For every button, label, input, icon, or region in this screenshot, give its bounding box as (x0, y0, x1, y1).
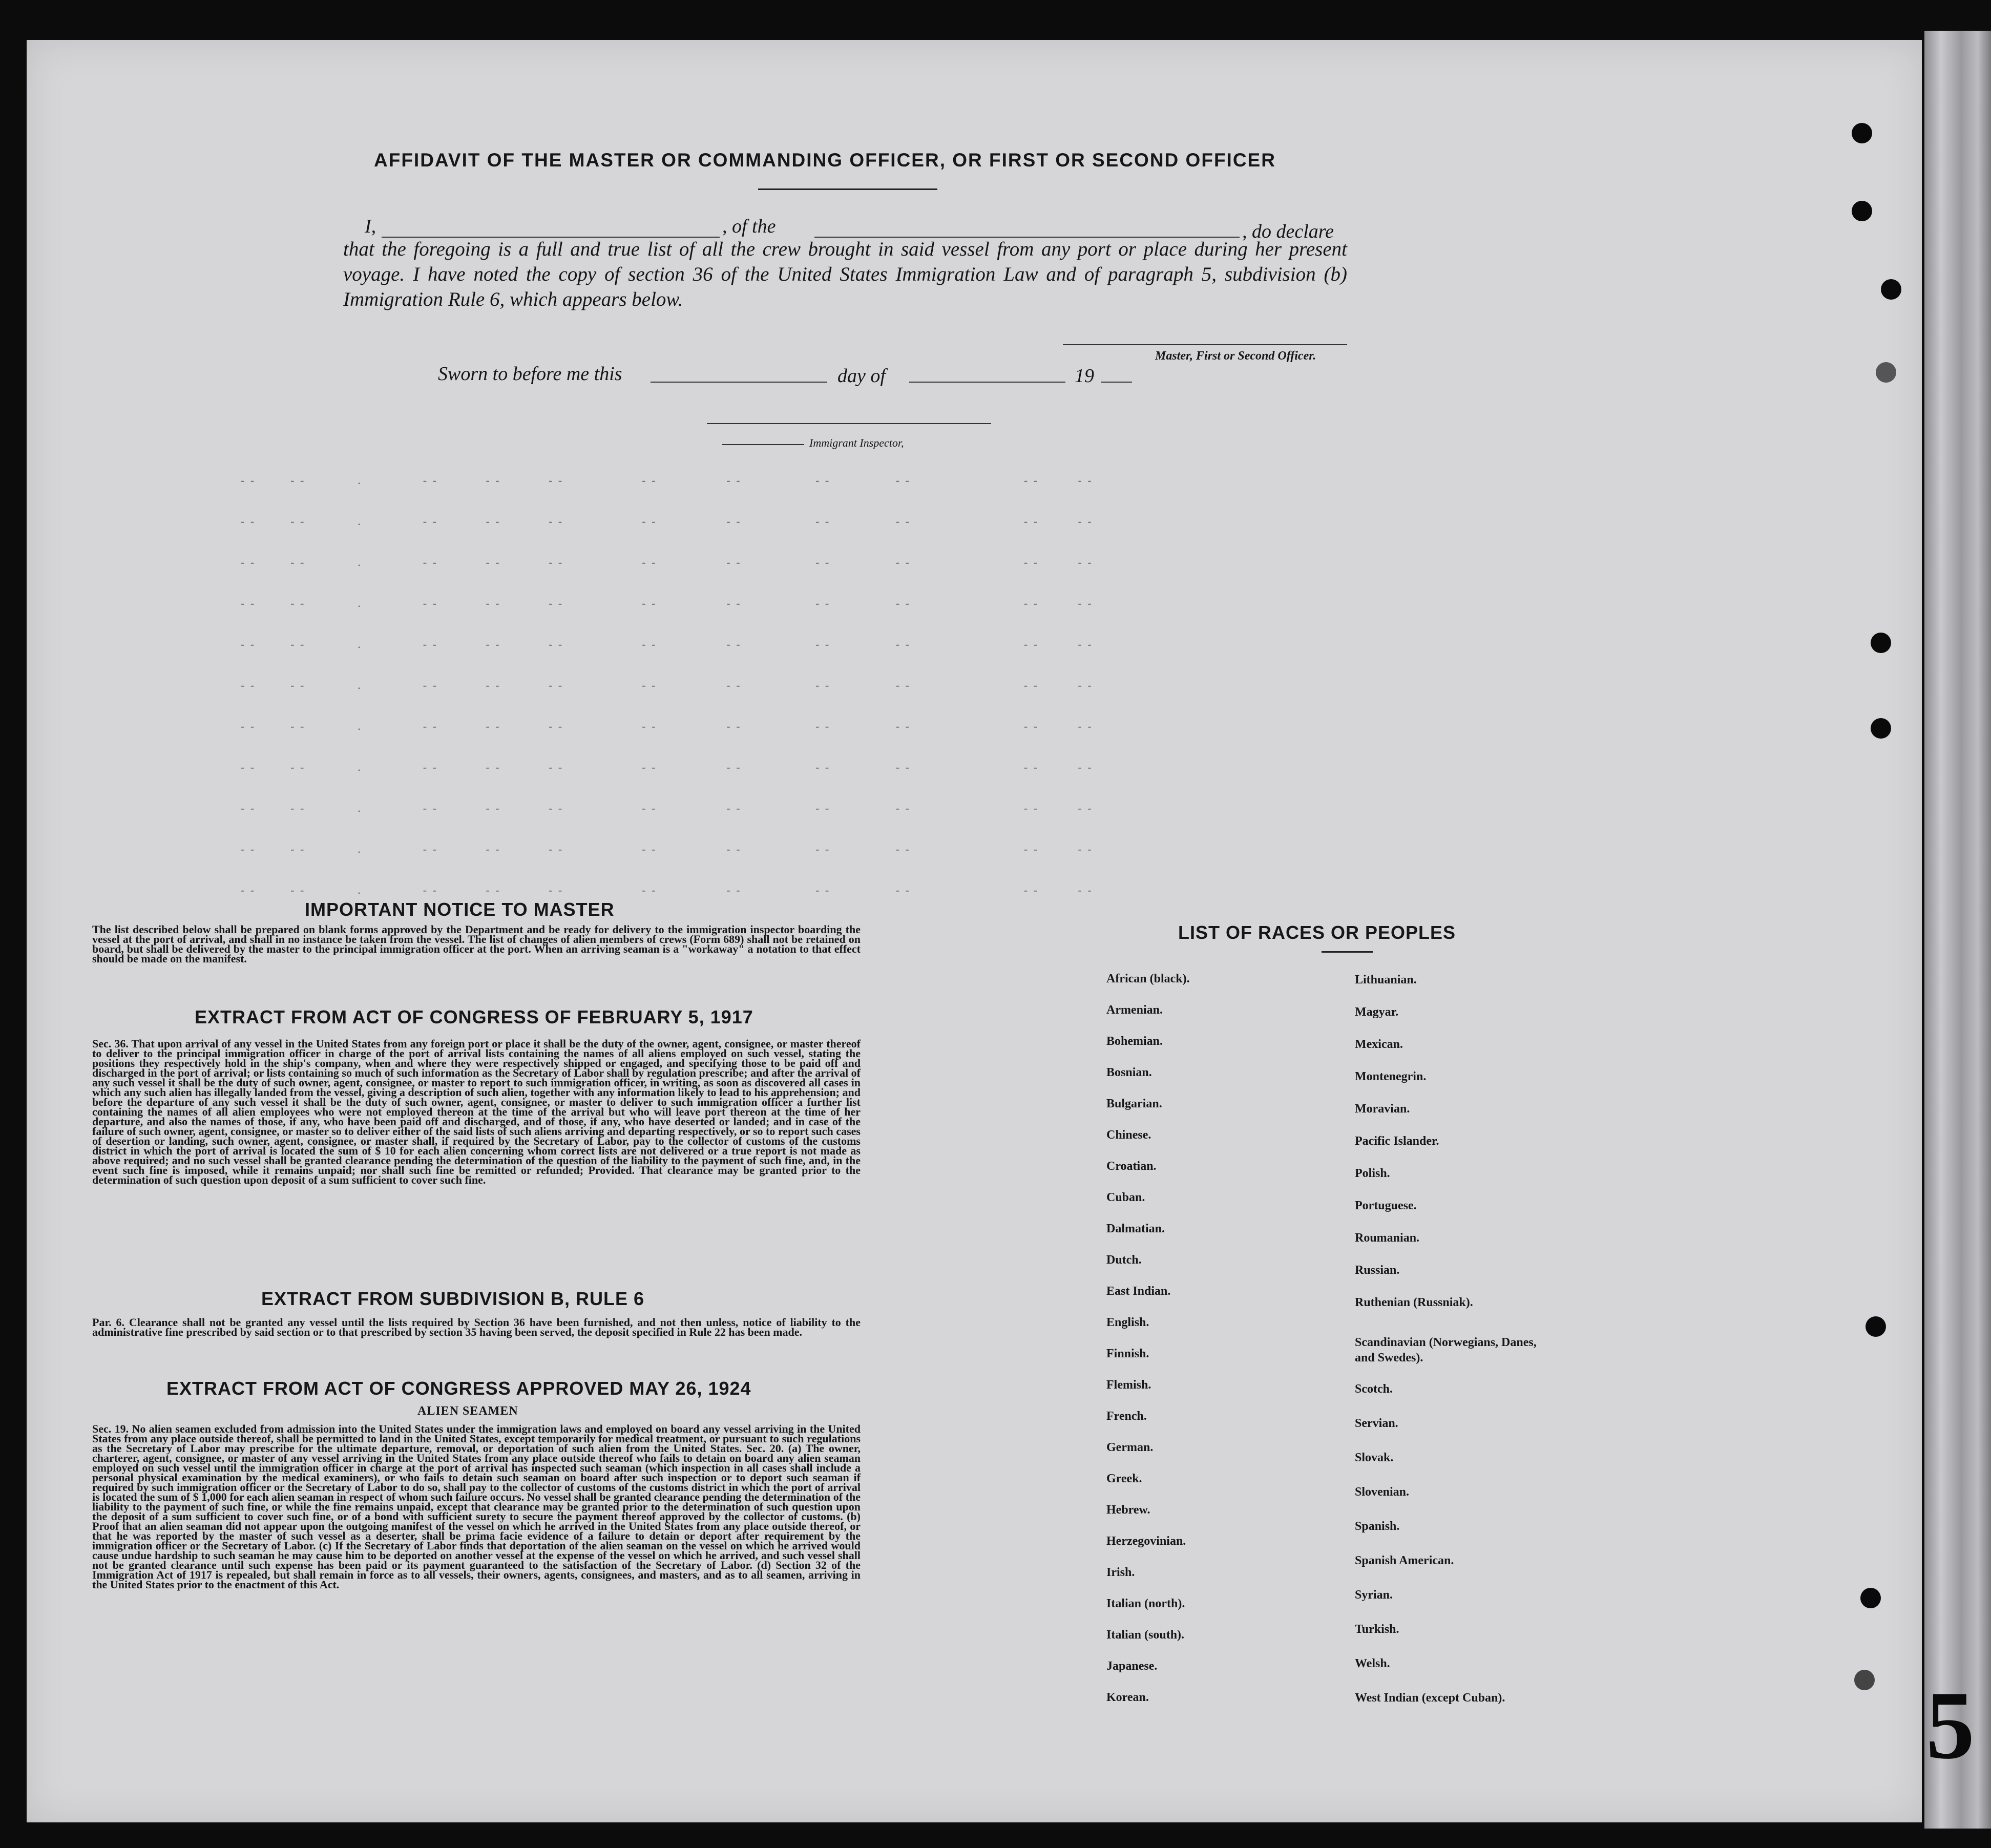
race-right-item: Magyar. (1355, 1005, 1399, 1019)
extract-1917-text: Sec. 36. That upon arrival of any vessel in the United States from any foreign port or place it shall be the duty of the owner, agent, consignee, or master thereof to deliver to the principal immigration officer in charge of the port of arrival lists containing the names of all aliens employed on such vessel, stating the positions they respectively hold in the ship's company, when and where they were respectively shipped or engaged, and specifying those to be paid off and discharged in the port of arrival; or lists containing so much of such information as the Secretary of Labor shall by regulation prescribe; and after the arrival of any such vessel it shall be the duty of such owner, agent, consignee, or master to report to such immigration officer, in writing, as soon as discovered all cases in which any such alien has illegally landed from the vessel, giving a description of such alien, together with any information likely to lead to his apprehension; and before the departure of any such vessel it shall be the duty of such owner, agent, consignee, or master to deliver to such immigration officer a further list containing the names of all alien employees who were not employed thereon at the time of the arrival but who will leave port thereon at the time of her departure, and also the names of those, if any, who have been paid off and discharged, and of those, if any, who have deserted or landed; and in case of the failure of such owner, agent, consignee, or master so to deliver either of the said lists of such aliens arriving and departing respectively, or so to report such cases of desertion or landing, such owner, agent, consignee, or master shall, if required by the Secretary of Labor, pay to the collector of customs of the customs district in which the port of arrival is located the sum of $ 10 for each alien concerning whom correct lists are not delivered or a true report is not made as above required; and no such vessel shall be granted clearance pending the determination of the question of the liability to the payment of such fine, and, in the event such fine is imposed, while it remains unpaid; nor shall such fine be remitted or refunded; Provided. That clearance may be granted prior to the determination of such question upon deposit of a sum sufficient to cover such fine. (92, 1037, 861, 1186)
race-right-item: Moravian. (1355, 1102, 1410, 1116)
race-left-item: Italian (north). (1106, 1597, 1185, 1610)
of-the-label: , of the (722, 216, 776, 237)
race-left-item: English. (1106, 1316, 1149, 1329)
race-right-item: Scandinavian (Norwegians, Danes, and Swedes). (1355, 1336, 1537, 1364)
race-right-item: West Indian (except Cuban). (1355, 1691, 1505, 1705)
guide-row: - - - - . - - - - - - - - - - - - - - - - - - (241, 843, 1093, 855)
binder-hole (1866, 1316, 1886, 1337)
guide-row: - - - - . - - - - - - - - - - - - - - - - - - (241, 556, 1093, 569)
declaration-text: that the foregoing is a full and true list of all the crew brought in said vessel from any port or place during her present voyage. I have noted the copy of section 36 of the United States Immigration Law and of paragraph 5, subdivision (b) Immigration Rule 6, which appears below. (343, 238, 1347, 310)
race-right-item: Welsh. (1355, 1657, 1390, 1670)
page-number: 5 (1926, 1672, 1975, 1779)
race-right-item: Pacific Islander. (1355, 1135, 1439, 1148)
race-left-item: Finnish. (1106, 1347, 1149, 1360)
guide-row: - - - - . - - - - - - - - - - - - - - - - - - (241, 802, 1093, 814)
race-left-item: Herzegovinian. (1106, 1535, 1186, 1548)
race-left-item: Japanese. (1106, 1660, 1158, 1673)
binder-hole (1871, 718, 1891, 739)
binder-hole (1852, 201, 1872, 221)
notice-text: The list described below shall be prepared on blank forms approved by the Department and be ready for delivery to the immigration inspector boarding the vessel at the port of arrival, and shall in no instance be taken from the vessel. The list of changes of alien members of crews (Form 689) shall not be retained on board, but shall be delivered by the master to the principal immigration officer at the port. When an arriving seaman is a "workaway" a notation to that effect should be made on the manifest. (92, 923, 861, 965)
do-declare-label: , do declare (1242, 221, 1334, 242)
binder-hole (1854, 1670, 1875, 1690)
race-right-item: Slovak. (1355, 1451, 1394, 1464)
extract-1924-title: EXTRACT FROM ACT OF CONGRESS APPROVED MAY 26, 1924 (166, 1378, 751, 1399)
sworn-day-blank[interactable] (651, 382, 827, 383)
signature-label: Master, First or Second Officer. (1155, 349, 1316, 363)
sworn-year-blank[interactable] (1101, 382, 1132, 383)
binder-hole (1871, 633, 1891, 653)
race-left-item: Hebrew. (1106, 1503, 1150, 1517)
races-title: LIST OF RACES OR PEOPLES (1178, 922, 1456, 943)
race-left-item: Bulgarian. (1106, 1097, 1162, 1110)
race-left-item: Flemish. (1106, 1378, 1151, 1392)
race-left-item: Italian (south). (1106, 1628, 1185, 1642)
race-left-item: Croatian. (1106, 1160, 1157, 1173)
guide-row: - - - - . - - - - - - - - - - - - - - - - - - (241, 761, 1093, 773)
race-left-item: Bohemian. (1106, 1035, 1163, 1048)
extract-1924-subtitle: ALIEN SEAMEN (417, 1404, 518, 1418)
guide-row: - - - - . - - - - - - - - - - - - - - - - - - (241, 474, 1093, 487)
guide-row: - - - - . - - - - - - - - - - - - - - - - - - (241, 884, 1093, 896)
day-of-label: day of (837, 365, 886, 387)
binder-hole (1860, 1588, 1881, 1608)
race-left-item: Dalmatian. (1106, 1222, 1165, 1235)
notice-title: IMPORTANT NOTICE TO MASTER (305, 899, 615, 920)
race-right-item: Syrian. (1355, 1588, 1393, 1602)
race-right-item: Montenegrin. (1355, 1070, 1427, 1083)
race-right-item: Slovenian. (1355, 1485, 1410, 1499)
extract-rule6-title: EXTRACT FROM SUBDIVISION B, RULE 6 (261, 1288, 645, 1309)
signature-blank[interactable] (1063, 344, 1347, 345)
inspector-signature-blank[interactable] (707, 423, 991, 424)
affidavit-title: AFFIDAVIT OF THE MASTER OR COMMANDING OFFICER, OR FIRST OR SECOND OFFICER (374, 150, 1276, 171)
race-left-item: East Indian. (1106, 1285, 1171, 1298)
guide-row: - - - - . - - - - - - - - - - - - - - - - - - (241, 597, 1093, 610)
race-left-item: Armenian. (1106, 1003, 1163, 1017)
race-right-item: Servian. (1355, 1417, 1398, 1430)
race-left-item: Cuban. (1106, 1191, 1145, 1204)
page-edge (1924, 31, 1991, 1829)
race-left-item: Bosnian. (1106, 1066, 1152, 1079)
binder-hole (1852, 123, 1872, 143)
sworn-label: Sworn to before me this (438, 363, 622, 385)
race-right-item: Turkish. (1355, 1623, 1399, 1636)
race-right-item: Polish. (1355, 1167, 1390, 1180)
race-left-item: French. (1106, 1410, 1147, 1423)
race-left-item: Korean. (1106, 1691, 1149, 1704)
year-label: 19 (1075, 365, 1094, 387)
races-underline (1322, 951, 1373, 953)
race-left-item: Irish. (1106, 1566, 1135, 1579)
race-right-item: Mexican. (1355, 1038, 1403, 1051)
sworn-month-blank[interactable] (909, 382, 1065, 383)
race-right-item: Portuguese. (1355, 1199, 1417, 1212)
guide-row: - - - - . - - - - - - - - - - - - - - - - - - (241, 515, 1093, 528)
race-left-item: Chinese. (1106, 1128, 1151, 1142)
race-right-item: Russian. (1355, 1264, 1400, 1277)
title-underline (758, 188, 937, 190)
i-label: I, (365, 216, 376, 237)
guide-row: - - - - . - - - - - - - - - - - - - - - - - - (241, 720, 1093, 732)
race-left-item: Greek. (1106, 1472, 1142, 1485)
race-left-item: Dutch. (1106, 1253, 1142, 1267)
binder-hole (1881, 279, 1901, 300)
race-right-item: Scotch. (1355, 1382, 1393, 1396)
race-left-item: African (black). (1106, 972, 1190, 985)
guide-row: - - - - . - - - - - - - - - - - - - - - - - - (241, 679, 1093, 691)
race-right-item: Ruthenian (Russniak). (1355, 1296, 1473, 1309)
extract-1924-text: Sec. 19. No alien seamen excluded from admission into the United States under the immigration laws and employed on board any vessel arriving in the United States from any place outside thereof, shall be permitted to land in the United States, except temporarily for medical treatment, or pursuant to such regulations as the Secretary of Labor may prescribe for the ultimate departure, removal, or deportation of such alien from the United States. Sec. 20. (a) The owner, charterer, agent, consignee, or master of any vessel arriving in the United States from any place outside thereof who fails to detain on board any alien seaman employed on such vessel until the immigration officer in charge at the port of arrival has inspected such seaman (which inspection in all cases shall include a personal physical examination by the medical examiners), or who fails to detain such seaman on board after such inspection or to deport such seaman if required by such immigration officer or the Secretary of Labor to do so, shall pay to the collector of customs of the customs district in which the port of arrival is located the sum of $ 1,000 for each alien seaman in respect of whom such failure occurs. No vessel shall be granted clearance pending the determination of the liability to the payment of such fine, or while the fine remains unpaid, except that clearance may be granted prior to the determination of such question upon the deposit of a sum sufficient to cover such fine, or of a bond with sufficient surety to secure the payment thereof approved by the collector of customs. (b) Proof that an alien seaman did not appear upon the outgoing manifest of the vessel on which he arrived in the United States from any place outside thereof, or that he was reported by the master of such vessel as a deserter, shall be prima facie evidence of a failure to detain or deport after requirement by the immigration officer or the Secretary of Labor. (c) If the Secretary of Labor finds that deportation of the alien seaman on the vessel on which he arrived would cause undue hardship to such seaman he may cause him to be deported on another vessel at the expense of the vessel on which he arrived, and such vessel shall not be granted clearance until such expense has been paid or its payment guaranteed to the satisfaction of the Secretary of Labor. (d) Section 32 of the Immigration Act of 1917 is repealed, but shall remain in force as to all vessels, their owners, agents, consignees, and masters, and as to all seamen, arriving in the United States prior to the enactment of this Act. (92, 1422, 861, 1591)
inspector-label: Immigrant Inspector, (809, 436, 904, 449)
race-right-item: Spanish American. (1355, 1554, 1454, 1567)
extract-rule6-text: Par. 6. Clearance shall not be granted any vessel until the lists required by Section 36 have been furnished, and not then unless, notice of liability to the administrative fine prescribed by said section or to that prescribed by section 35 having been served, the deposit specified in Rule 22 has been made. (92, 1316, 861, 1338)
inspector-name-blank[interactable] (722, 444, 804, 445)
extract-1917-title: EXTRACT FROM ACT OF CONGRESS OF FEBRUARY 5, 1917 (195, 1006, 753, 1027)
race-right-item: Roumanian. (1355, 1231, 1420, 1245)
race-right-item: Spanish. (1355, 1520, 1400, 1533)
race-right-item: Lithuanian. (1355, 973, 1417, 986)
race-left-item: German. (1106, 1441, 1154, 1454)
binder-hole (1876, 362, 1896, 383)
guide-row: - - - - . - - - - - - - - - - - - - - - - - - (241, 638, 1093, 650)
